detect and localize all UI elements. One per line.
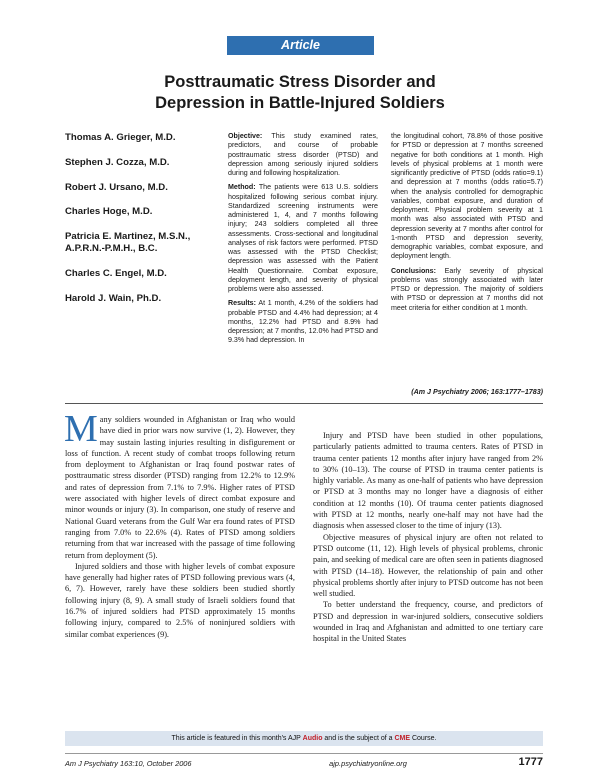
page-number: 1777 — [518, 756, 543, 768]
audio-link[interactable]: Audio — [302, 735, 323, 742]
author-name: Thomas A. Grieger, M.D. — [65, 132, 176, 143]
abstract-method-text: The patients were 613 U.S. soldiers hospitalized following serious combat injury. Standardized screening instruments were administered 1, 4, and 7 months following injury; 243 soldiers completed all three assessments. Cross-sectional and longitudinal analyses of risk factors were performed. PTSD was assessed with the PTSD Checklist; depression was assessed with the Patient Health Questionnaire. Combat exposure, deployment length, and severity of physical problems were also assessed. — [228, 183, 379, 293]
body-paragraph: Objective measures of physical injury are often not related to PTSD outcome (11, 12). High levels of physical problems, chronic pain, and seeking of medical care are often seen in patients diagnosed with PTSD (14–18). However, the relationship of pain and other physical problems shortly after injury to PTSD outcome has not been well studied. — [313, 532, 543, 599]
footer-url[interactable]: ajp.psychiatryonline.org — [329, 759, 407, 768]
title-line-2: Depression in Battle-Injured Soldiers — [155, 94, 445, 112]
abstract-conclusions-label: Conclusions: — [391, 266, 436, 275]
section-banner: Article — [227, 36, 374, 55]
abstract-objective-text: This study examined rates, predictors, and course of probable posttraumatic stress disorder (PTSD) and depression among seriously injured soldiers during and following hospitalization. — [228, 132, 378, 177]
journal-citation: (Am J Psychiatry 2006; 163:1777–1783) — [411, 388, 543, 396]
feature-note-suffix: Course. — [410, 735, 437, 742]
abstract-method-label: Method: — [228, 183, 256, 192]
abstract-objective — [228, 132, 378, 178]
cme-link[interactable]: CME — [394, 735, 411, 742]
footer-journal: Am J Psychiatry 163:10, October 2006 — [65, 759, 192, 768]
author-name: Charles C. Engel, M.D. — [65, 267, 167, 279]
author-name: Patricia E. Martinez, M.S.N., A.P.R.N.-P.M.H., B.C. — [65, 231, 191, 255]
title-line-1: Posttraumatic Stress Disorder and — [164, 73, 436, 91]
feature-note-prefix: This article is featured in this month's AJP — [171, 735, 303, 742]
feature-note — [65, 731, 543, 746]
article-title — [60, 72, 540, 114]
author-name: Charles Hoge, M.D. — [65, 206, 153, 218]
author-name: Robert J. Ursano, M.D. — [65, 181, 168, 193]
body-paragraph-text: any soldiers wounded in Afghanistan or Iraq who would have died in prior wars now survive (1, 2). However, they may sustain lasting injuries resulting in disfigurement or loss of function. A recent study of combat troops following return from deployment to Afghanistan or Iraq found postwar rates of posttraumatic stress disorder (PTSD) ranging from 12.2% to 12.9% and rates of depression from 7.1% to 7.9%. Higher rates of PTSD were associated with higher levels of direct combat exposure and minor wounds or injury (3). In comparison, one study of reserve and National Guard veterans from the Gulf War era found rates of PTSD ranging from 7.0% to 22.6% (4). Rates of PTSD among soldiers returning from that war increased with the passage of time following return from deployment (5). — [65, 415, 295, 560]
body-paragraph: Injured soldiers and those with higher levels of combat exposure have generally had higher rates of PTSD following previous wars (4, 6, 7). However, rarely have these soldiers been studied shortly following injury (8, 9). A small study of Israeli soldiers found that 16.7% of injured soldiers had PTSD approximately 15 months following injury, compared to 2.5% of noninjured soldiers with similar combat experiences (9). — [65, 561, 295, 639]
abstract-results-continued: the longitudinal cohort, 78.8% of those positive for PTSD or depression at 7 months screened negative for both conditions at 1 month. High levels of physical problems at 1 month were significantly predictive of PTSD (odds ratio=9.1) and depression at 7 months (odds ratio=5.7) when the analysis controlled for demographic variables, combat exposure, and duration of deployment. Physical problem severity at 1 month was also associated with PTSD and depression severity at 7 months after control for 1-month PTSD and depression severity, demographic variables, combat exposure, and deployment length. — [391, 132, 543, 261]
abstract-conclusions-text: Early severity of physical problems was strongly associated with later PTSD or depression. The majority of soldiers with PTSD or depression at 7 months did not meet criteria for either condition at 1 month. — [391, 266, 543, 312]
abstract-method — [228, 183, 378, 294]
author-list — [65, 132, 230, 318]
abstract-results-text: At 1 month, 4.2% of the soldiers had probable PTSD and 4.4% had depression; at 4 months, 12.2% had PTSD and 8.9% had depression; at 7 months, 12.0% had PTSD and 9.3% had depression. In — [228, 299, 378, 345]
abstract-conclusions — [391, 267, 543, 313]
body-paragraph: To better understand the frequency, course, and predictors of PTSD and depression in war-injured soldiers, consecutive soldiers wounded in Iraq and Afghanistan and admitted to one tertiary care hospital in the United States — [313, 600, 543, 644]
abstract-results — [228, 299, 378, 345]
abstract-results-label: Results: — [228, 299, 256, 308]
abstract-column-2 — [391, 132, 543, 318]
footer-divider — [65, 753, 543, 754]
author-name: Harold J. Wain, Ph.D. — [65, 292, 162, 304]
feature-note-middle: and is the subject of a — [322, 735, 395, 742]
drop-cap: M — [64, 408, 98, 450]
body-column-right — [313, 430, 543, 645]
body-paragraph: Injury and PTSD have been studied in other populations, particularly patients admitted to trauma centers. Rates of PTSD in trauma center patients 12 months after injury have ranged from 2% to 30% (10–13). The course of PTSD in trauma center patients is highly variable. As many as one-half of patients who have depression or PTSD at 3 months may no longer have a diagnosis of either condition at 12 months (10). Of trauma center patients diagnosed with PTSD at 12 months, nearly one-half may not have had the diagnosis when assessed closer to the time of injury (13). — [313, 431, 543, 531]
abstract-column-1 — [228, 132, 378, 351]
abstract-objective-label: Objective: — [228, 132, 263, 140]
body-column-left — [64, 408, 295, 640]
author-name: Stephen J. Cozza, M.D. — [65, 156, 170, 168]
section-divider — [65, 403, 543, 404]
body-paragraph — [64, 408, 295, 561]
